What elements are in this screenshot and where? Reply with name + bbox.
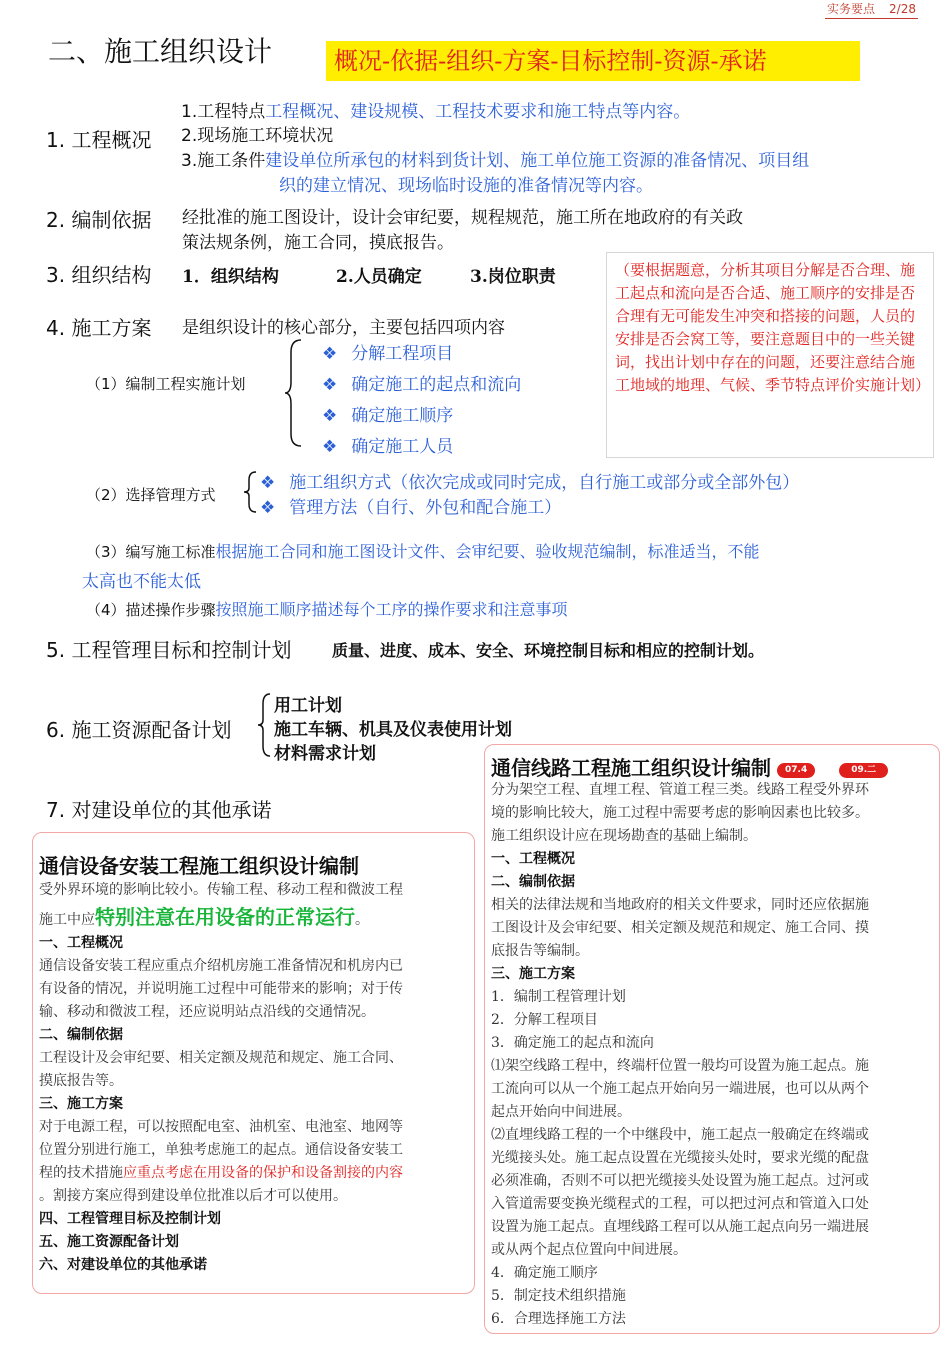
left-box-title: 通信设备安装工程施工组织设计编制 (39, 854, 359, 878)
section-3-heading: 3. 组织结构 (46, 263, 152, 287)
s4-part1-item-3: ❖ 确定施工顺序 (322, 406, 454, 426)
s4-part4: （4）描述操作步骤按照施工顺序描述每个工序的操作要求和注意事项 (86, 600, 568, 619)
s1-item-3: 3.施工条件建设单位所承包的材料到货计划、施工单位施工资源的准备情况、项目组 (181, 151, 810, 171)
s6-item-1: 用工计划 (274, 696, 342, 716)
s4-part2-label: （2）选择管理方式 (86, 486, 216, 504)
right-box-body: 分为架空工程、直埋工程、管道工程三类。线路工程受外界环 境的影响比较大，施工过程中需要考虑的影响因素也比较多。 施工组织设计应在现场勘查的基础上编制。 一、工程概况 二、编制依据 相关的法律法规和当地政府的相关文件要求，同时还应依据施 工图设计及会审纪要、相关定额及规范和规定、施工合同、摸 底报告等编制。 三、施工方案 1．编制工程管理计划 2．分解工程项目 3．确定施工的起点和流向 ⑴架空线路工程中，终端杆位置一般均可设置为施工起点。施 工流向可以从一个施工起点开始向另一端进展，也可以从两个 起点开始向中间进展。 ⑵直埋线路工程的一个中继段中，施工起点一般确定在终端或 光缆接头处。施工起点设置在光缆接头处时，要求光缆的配盘 必须准确，否则不可以把光缆接头处设置为施工起点。过河或 入管道需要变换光缆程式的工程，可以把过河点和管道入口处 设置为施工起点。直埋线路工程可以从施工起点向另一端进展 或从两个起点位置向中间进展。 4．确定施工顺序 5．制定技术组织措施 6．合理选择施工方法 (491, 782, 869, 1327)
s3-item-3: 3.岗位职责 (470, 267, 556, 287)
left-box-body: 受外界环境的影响比较小。传输工程、移动工程和微波工程 施工中应特别注意在用设备的正常运行。 一、工程概况 通信设备安装工程应重点介绍机房施工准备情况和机房内已 有设备的情况，并说明施工过程中可能带来的影响；对于传 输、移动和微波工程，还应说明站点沿线的交通情况。 二、编制依据 工程设计及会审纪要、相关定额及规范和规定、施工合同、 摸底报告等。 三、施工方案 对于电源工程，可以按照配电室、油机室、电池室、地网等 位置分别进行施工，单独考虑施工的起点。通信设备安装工 程的技术措施应重点考虑在用设备的保护和设备割接的内容 。割接方案应得到建设单位批准以后才可以使用。 四、工程管理目标及控制计划 五、施工资源配备计划 六、对建设单位的其他承诺 (39, 882, 403, 1273)
diamond-bullet-icon: ❖ (260, 498, 276, 518)
exam-badge-1: 07.4 (777, 763, 815, 778)
brace-part1 (285, 338, 305, 448)
s4-part1-label: （1）编制工程实施计划 (86, 375, 246, 393)
s2-text-line1: 经批准的施工图设计，设计会审纪要，规程规范，施工所在地政府的有关政 (182, 208, 743, 228)
section-2-heading: 2. 编制依据 (46, 208, 152, 232)
s5-text: 质量、进度、成本、安全、环境控制目标和相应的控制计划。 (332, 641, 765, 660)
equipment-install-box (32, 832, 475, 1294)
s1-item-1: 1.工程特点工程概况、建设规模、工程技术要求和施工特点等内容。 (181, 102, 691, 122)
section-1-heading: 1. 工程概况 (46, 128, 152, 152)
diamond-bullet-icon: ❖ (322, 344, 338, 364)
s6-item-3: 材料需求计划 (274, 744, 376, 764)
section-6-heading: 6. 施工资源配备计划 (46, 718, 232, 742)
s2-text-line2: 策法规条例，施工合同，摸底报告。 (182, 233, 454, 253)
brace-part2 (244, 470, 258, 514)
diamond-bullet-icon: ❖ (322, 437, 338, 457)
page-header (825, 0, 918, 19)
s4-part1-item-2: ❖ 确定施工的起点和流向 (322, 375, 522, 395)
s4-part1-item-4: ❖ 确定施工人员 (322, 437, 454, 457)
line-engineering-box (484, 744, 940, 1334)
s3-item-1: 1．组织结构 (182, 267, 279, 287)
s4-part2-item-1: ❖ 施工组织方式（依次完成或同时完成，自行施工或部分或全部外包） (260, 473, 800, 493)
section-7-heading: 7. 对建设单位的其他承诺 (46, 798, 272, 822)
section-5-heading: 5. 工程管理目标和控制计划 (46, 638, 292, 662)
s1-item-2: 2.现场施工环境状况 (181, 126, 334, 146)
diamond-bullet-icon: ❖ (322, 406, 338, 426)
s1-item-3-cont: 织的建立情况、现场临时设施的准备情况等内容。 (279, 176, 653, 196)
s4-part2-item-2: ❖ 管理方法（自行、外包和配合施工） (260, 498, 562, 518)
right-box-title: 通信线路工程施工组织设计编制 (491, 756, 771, 780)
analysis-note: （要根据题意，分析其项目分解是否合理、施工起点和流向是否合适、施工顺序的安排是否合理有无可能发生冲突和搭接的问题，人员的安排是否会窝工等，要注意题目中的一些关键词，找出计划中存在的问题，还要注意结合施工地域的地理、气候、季节特点评价实施计划） (606, 252, 934, 458)
s3-item-2: 2.人员确定 (336, 267, 422, 287)
s4-part3-cont: 太高也不能太低 (82, 572, 201, 592)
header-label: 实务要点 (827, 2, 876, 16)
page-title: 二、施工组织设计 (48, 35, 273, 68)
exam-badge-2: 09.二 (839, 763, 888, 778)
section-4-heading: 4. 施工方案 (46, 316, 152, 340)
s4-part3: （3）编写施工标准根据施工合同和施工图设计文件、会审纪要、验收规范编制，标准适当，不能 (86, 542, 760, 561)
diamond-bullet-icon: ❖ (322, 375, 338, 395)
right-box-header (491, 752, 888, 781)
s4-intro: 是组织设计的核心部分，主要包括四项内容 (182, 318, 505, 338)
diamond-bullet-icon: ❖ (260, 473, 276, 493)
brace-section6 (258, 692, 272, 758)
s6-item-2: 施工车辆、机具及仪表使用计划 (274, 720, 512, 740)
page-number: 2/28 (889, 2, 916, 16)
s4-part1-item-1: ❖ 分解工程项目 (322, 344, 454, 364)
summary-banner: 概况-依据-组织-方案-目标控制-资源-承诺 (326, 41, 860, 81)
